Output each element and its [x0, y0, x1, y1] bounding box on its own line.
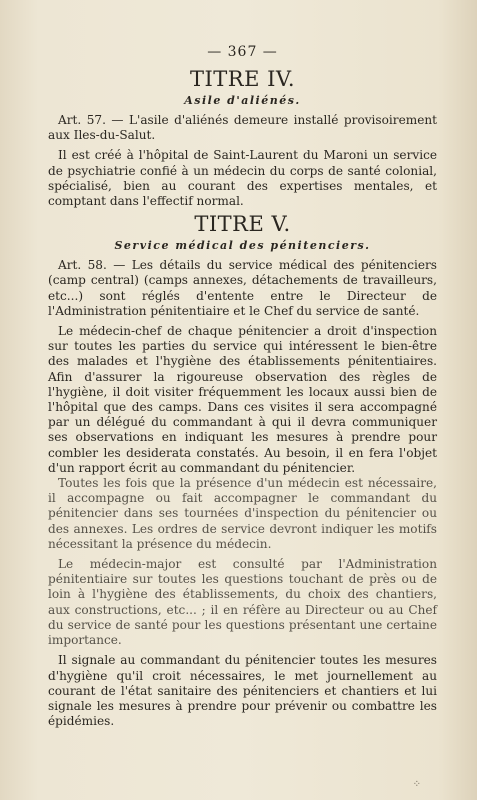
paragraph-medecin-chef: Le médecin-chef de chaque pénitencier a droit d'inspection sur toutes les parties du service qui intéressent le bien-être des malades et l'hygiène des établissements pénitentiaires. Afin d'assurer la rigoureuse observation des règles de l'hygiène, il doit visiter fréquemment les locaux aussi bien de l'hôpital que des camps. Dans ces visites il sera accompagné par un délégué du commandant à qui il devra communiquer ses observations en indiquant les mesures à prendre pour combler les desiderata constatés. Au besoin, il en fera l'objet d'un rapport écrit au commandant du pénitencier.: [48, 324, 437, 475]
section-subtitle-asile: Asile d'aliénés.: [184, 94, 301, 107]
ink-speck-mark: ⁘: [412, 779, 421, 790]
paragraph-mesures-hygiene: Il signale au commandant du pénitencier toutes les mesures d'hygiène qu'il croit nécessaires, le met journellement au courant de l'état sanitaire des pénitenciers et chantiers et lui signale les mesures à prendre pour prévenir ou combattre les épidémies.: [48, 653, 437, 729]
page-number: — 367 —: [207, 44, 278, 60]
section-title-titre-v: TITRE V.: [194, 212, 291, 237]
paragraph-medecin-major: Le médecin-major est consulté par l'Administration pénitentiaire sur toutes les questions touchant de près ou de loin à l'hygiène des établissements, du choix des chantiers, aux constructions, etc... ; il en réfère au Directeur ou au Chef du service de santé pour les questions présentant une certaine importance.: [48, 557, 437, 648]
paragraph-presence-medecin: Toutes les fois que la présence d'un médecin est nécessaire, il accompagne ou fait accompagner le commandant du pénitencier dans ses tournées d'inspection du pénitencier ou des annexes. Les ordres de service devront indiquer les motifs nécessitant la présence du médecin.: [48, 476, 437, 551]
section-subtitle-service-medical: Service médical des pénitenciers.: [114, 239, 371, 253]
section-title-titre-iv: TITRE IV.: [189, 67, 296, 91]
paragraph-psychiatrie: Il est créé à l'hôpital de Saint-Laurent du Maroni un service de psychiatrie confié à un médecin du corps de santé colonial, spécialisé, bien au courant des expertises mentales, et comptant dans l'effectif normal.: [48, 148, 437, 209]
paragraph-art-58: Art. 58. — Les détails du service médical des pénitenciers (camp central) (camps annexes, détachements de travailleurs, etc...) sont réglés d'entente entre le Directeur de l'Administration pénitentiaire et le Chef du service de santé.: [48, 258, 437, 318]
paragraph-art-57: Art. 57. — L'asile d'aliénés demeure installé provisoirement aux Iles-du-Salut.: [48, 113, 437, 143]
